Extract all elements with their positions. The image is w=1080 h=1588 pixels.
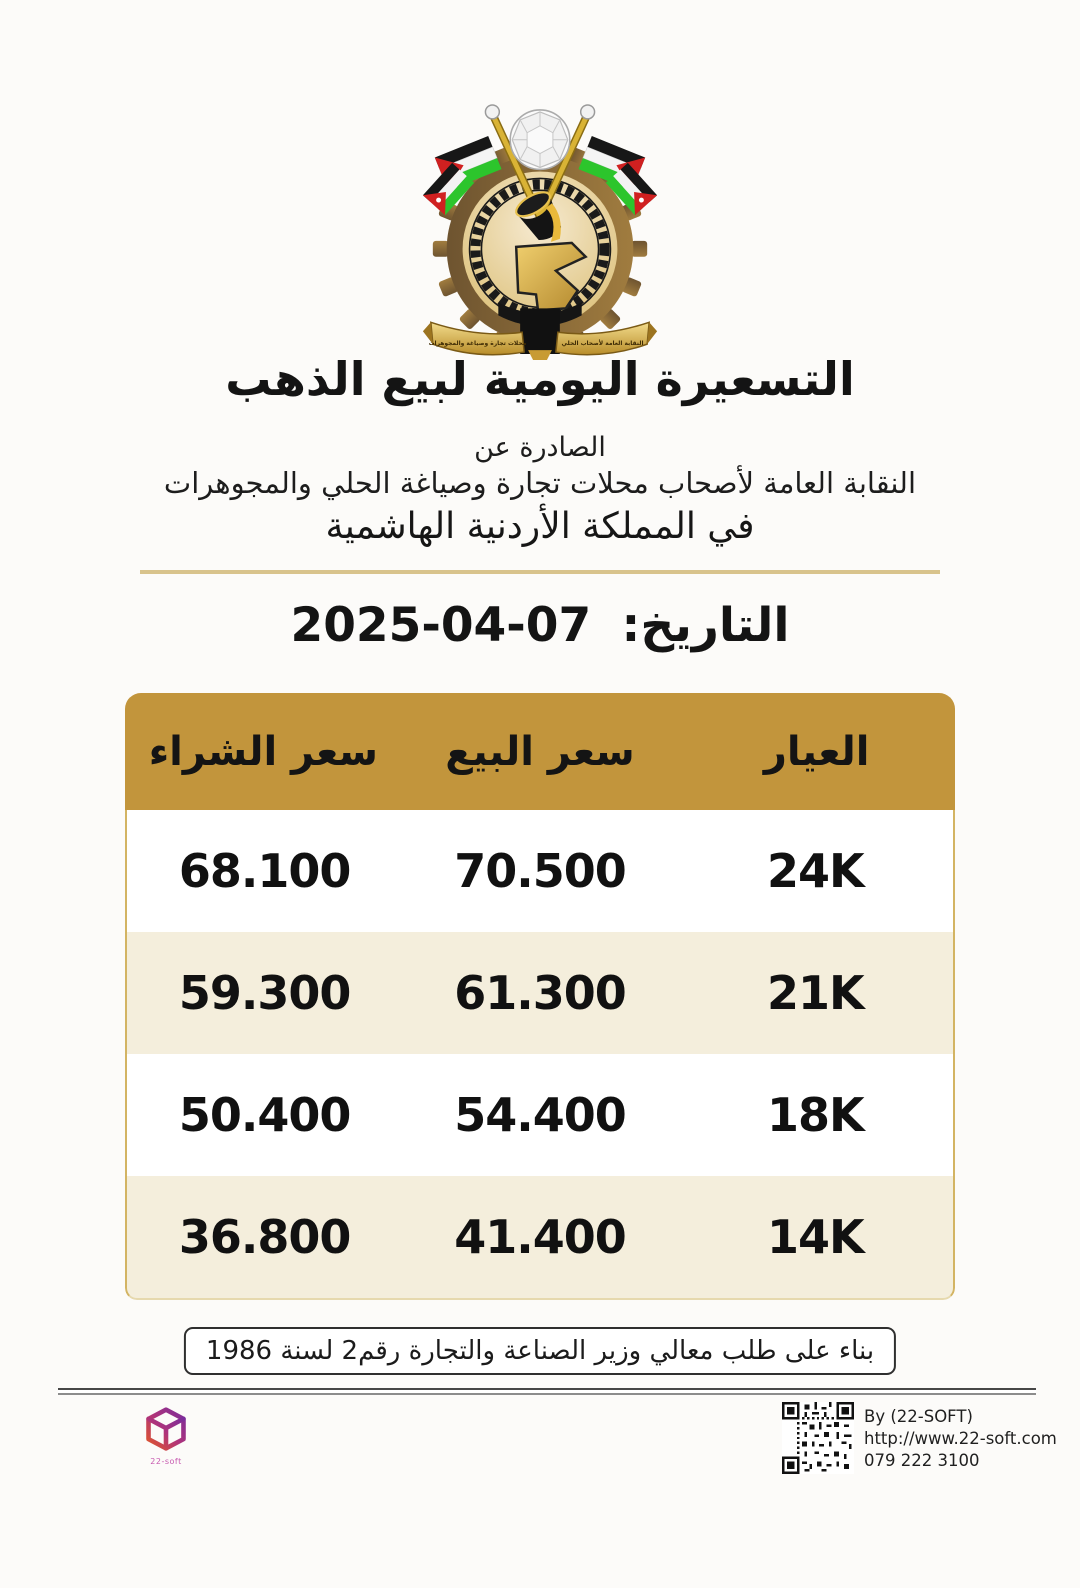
buy-price-cell: 50.400 — [178, 1088, 351, 1142]
ribbon-right-text: النقابة العامة لأصحاب الحلي — [561, 340, 644, 348]
sell-price-cell: 61.300 — [454, 966, 626, 1020]
buy-price-cell: 68.100 — [178, 844, 351, 898]
date-line — [0, 598, 1080, 653]
karat-cell: 14K — [767, 1210, 864, 1264]
sell-price-cell: 54.400 — [454, 1088, 626, 1142]
buy-price-cell: 36.800 — [178, 1210, 351, 1264]
gold-price-table — [125, 693, 955, 1300]
table-row — [125, 932, 955, 1054]
table-row — [125, 1176, 955, 1300]
table-row — [125, 1054, 955, 1176]
karat-cell: 18K — [767, 1088, 864, 1142]
buy-price-cell: 59.300 — [178, 966, 351, 1020]
credit-by: By (22-SOFT) — [864, 1407, 973, 1426]
syndicate-emblem — [414, 100, 666, 360]
legal-note: بناء على طلب معالي وزير الصناعة والتجارة رقم2 لسنة 1986 — [184, 1327, 896, 1375]
credit-phone: 079 222 3100 — [864, 1450, 980, 1470]
country-line: في المملكة الأردنية الهاشمية — [325, 506, 755, 547]
credit-url: http://www.22-soft.com — [864, 1428, 1057, 1448]
maker-logo-label: 22-soft — [150, 1457, 182, 1466]
page-title: التسعيرة اليومية لبيع الذهب — [225, 352, 855, 406]
cube-logo-icon — [143, 1406, 189, 1452]
footer-divider — [58, 1388, 1036, 1395]
column-header-karat: العيار — [763, 728, 870, 775]
maker-logo — [138, 1406, 194, 1466]
qr-code-icon — [782, 1402, 854, 1474]
column-header-sell-price: سعر البيع — [445, 728, 635, 775]
issued-by-line: الصادرة عن — [474, 432, 606, 463]
diamond-gem-icon — [510, 110, 570, 170]
syndicate-emblem-graphic — [414, 100, 666, 360]
gold-divider — [140, 570, 940, 574]
karat-cell: 21K — [767, 966, 864, 1020]
table-header-row — [125, 693, 955, 810]
date-label: التاريخ: — [621, 598, 790, 653]
karat-cell: 24K — [767, 844, 864, 898]
date-value: 07-04-2025 — [290, 598, 592, 653]
credit-block — [782, 1402, 1057, 1474]
table-row — [125, 810, 955, 932]
sell-price-cell: 70.500 — [454, 844, 626, 898]
column-header-buy-price: سعر الشراء — [148, 728, 378, 775]
sell-price-cell: 41.400 — [454, 1210, 626, 1264]
ribbon-left-text: محلات تجارة وصياغة والمجوهرات — [428, 340, 527, 348]
organization-line: النقابة العامة لأصحاب محلات تجارة وصياغة الحلي والمجوهرات — [163, 466, 917, 500]
